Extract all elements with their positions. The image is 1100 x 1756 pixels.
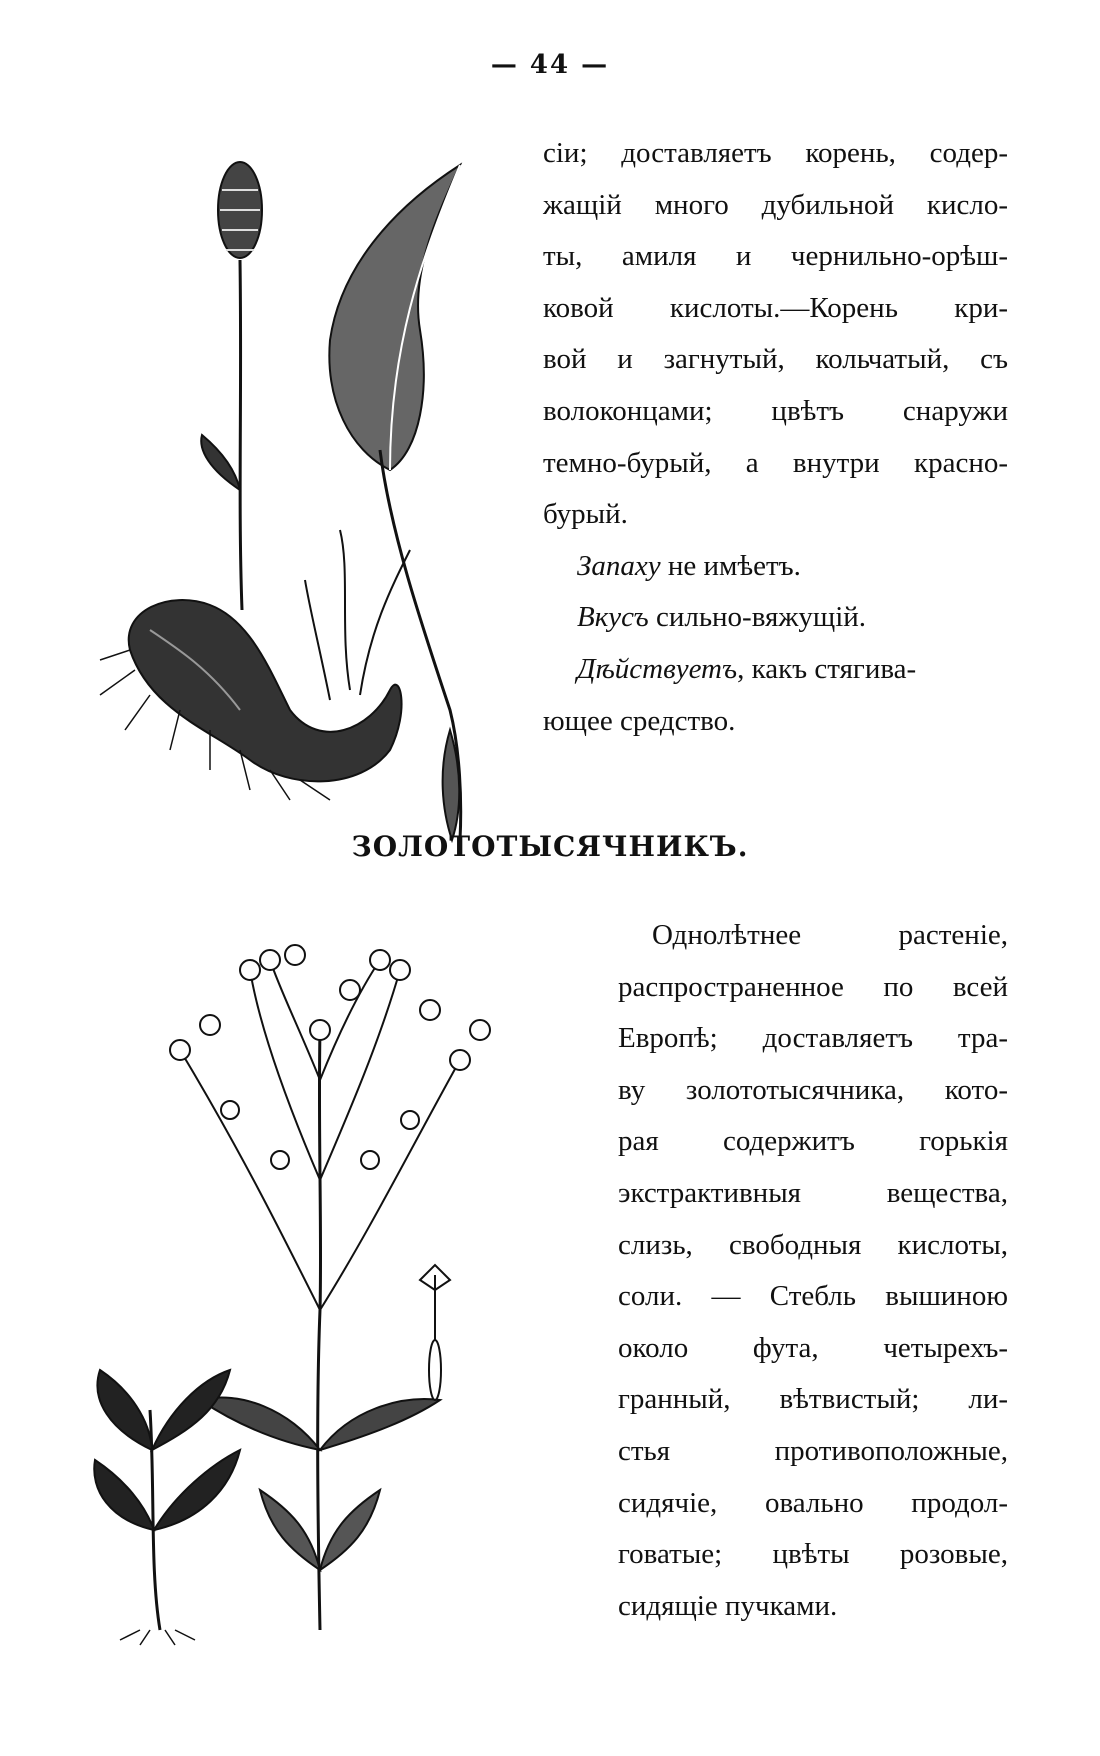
smell-label: Запаху	[577, 549, 661, 582]
text-line: бурый.	[543, 498, 628, 531]
text-line: слизь, свободныя кислоты,	[618, 1228, 1008, 1261]
centaury-plant-illustration	[80, 930, 560, 1650]
action-label: Дѣйствуетъ	[577, 652, 738, 685]
taste-paragraph	[543, 592, 1008, 644]
centaury-description	[618, 910, 1008, 1632]
text-line: ву золототысячника, кото-	[618, 1073, 1008, 1106]
smell-text: не имѣетъ.	[660, 549, 801, 582]
action-paragraph	[543, 644, 1008, 696]
text-line: сидячіе, овально продол-	[618, 1486, 1008, 1519]
text-line: ты, амиля и чернильно-орѣш-	[543, 240, 1008, 273]
smell-paragraph	[543, 541, 1008, 593]
section-title: ЗОЛОТОТЫСЯЧНИКЪ.	[351, 830, 749, 863]
taste-text: сильно-вяжущій.	[648, 601, 867, 634]
text-line: стья противоположные,	[618, 1434, 1008, 1467]
text-line: Европѣ; доставляетъ тра-	[618, 1022, 1008, 1055]
text-line: соли. — Стебль вышиною	[618, 1280, 1008, 1313]
text-line: говатые; цвѣты розовые,	[618, 1538, 1008, 1571]
text-line: волоконцами; цвѣтъ снаружи	[543, 394, 1008, 427]
action-text: , какъ стягива-	[737, 652, 917, 685]
text-line: около фута, четырехъ-	[618, 1331, 1008, 1364]
page-number: — 44 —	[490, 50, 610, 80]
text-line: распространенное по всей	[618, 970, 1008, 1003]
text-line: экстрактивныя вещества,	[618, 1176, 1008, 1209]
text-line: темно-бурый, а внутри красно-	[543, 446, 1008, 479]
bistort-description	[543, 128, 1008, 747]
text-line: сіи; доставляетъ корень, содер-	[543, 137, 1008, 169]
text-line: жащій много дубильной кисло-	[543, 188, 1008, 221]
text-line: Однолѣтнее растеніе,	[652, 919, 1008, 951]
action-paragraph-continued: ющее средство.	[543, 704, 736, 737]
text-line: ковой кислоты.—Корень кри-	[543, 291, 1008, 324]
text-line: вой и загнутый, кольчатый, съ	[543, 343, 1008, 376]
bistort-plant-illustration	[90, 150, 530, 870]
text-line: сидящіе пучками.	[618, 1589, 838, 1622]
text-line: рая содержитъ горькія	[618, 1125, 1008, 1158]
taste-label: Вкусъ	[577, 601, 649, 634]
text-line: гранный, вѣтвистый; ли-	[618, 1383, 1008, 1416]
